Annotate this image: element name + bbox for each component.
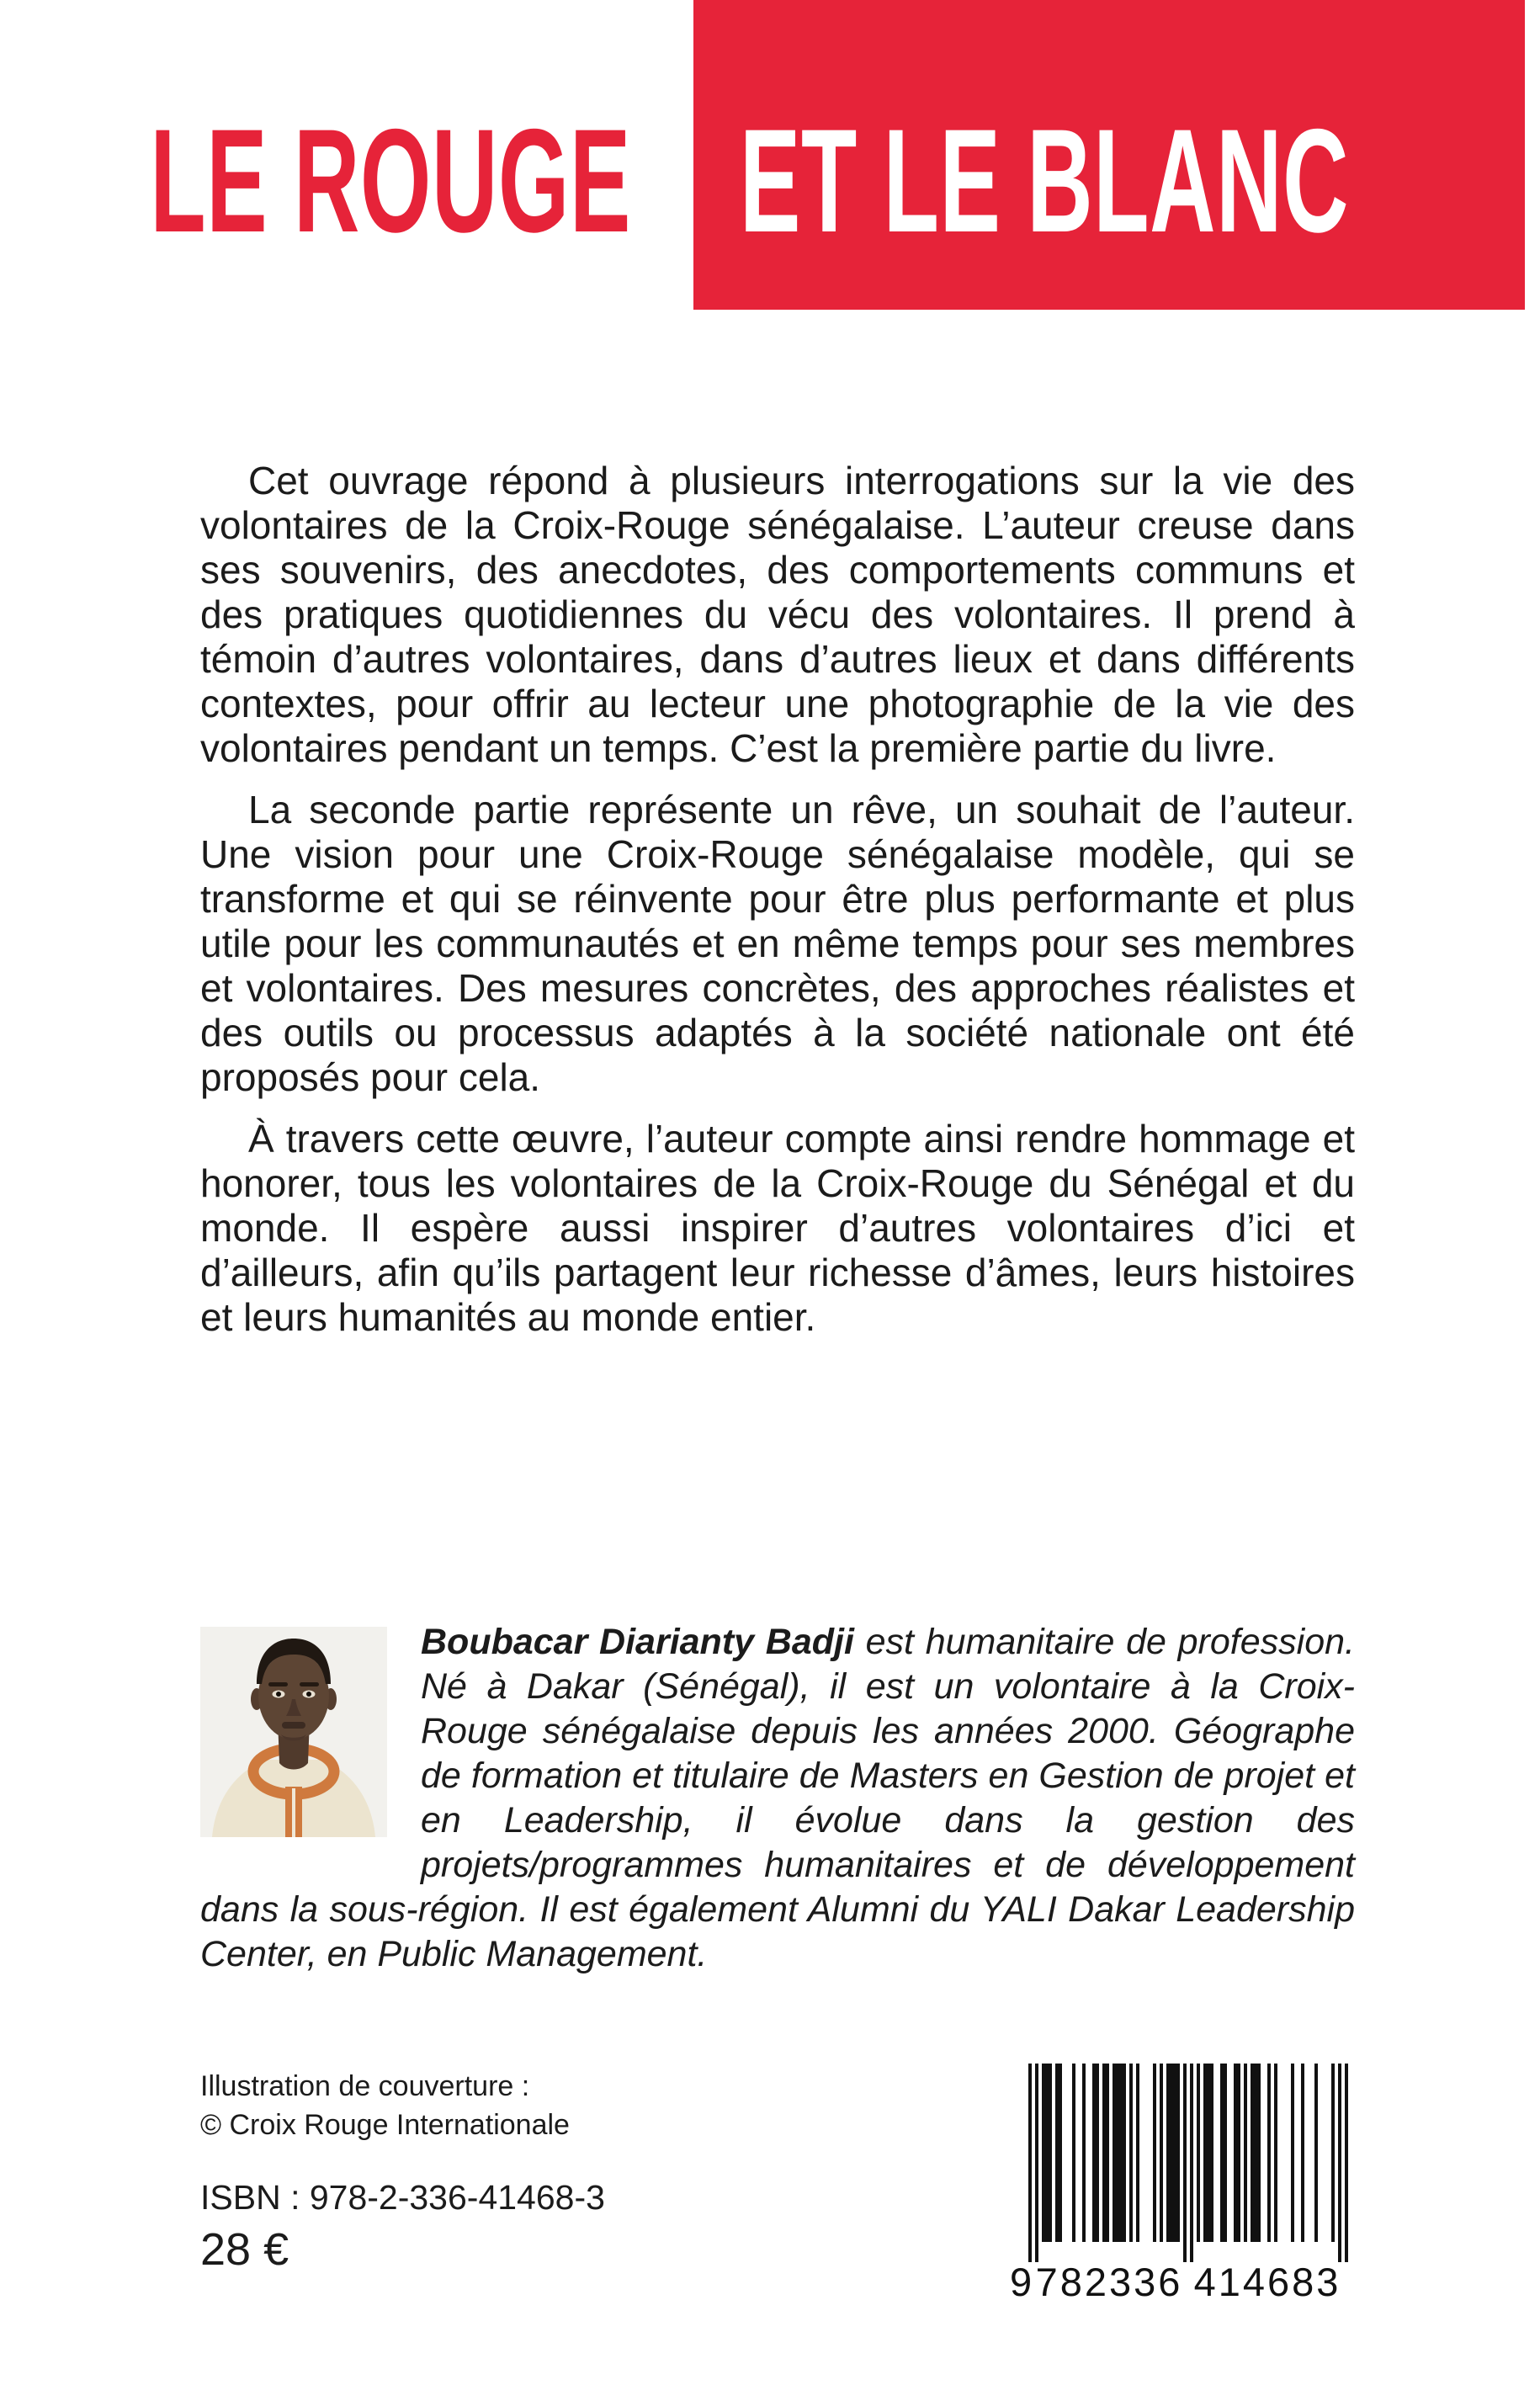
ean13-barcode-image	[1010, 2064, 1355, 2308]
title-le-rouge: LE ROUGE	[150, 99, 631, 263]
author-photo	[200, 1627, 387, 1837]
synopsis-paragraph-1: Cet ouvrage répond à plusieurs interrogations sur la vie des volontaires de la Croix-Rouge sénégalaise. L’auteur creuse dans ses souvenirs, des anecdotes, des comportements communs et des pratiques quotidiennes du vécu des volontaires. Il prend à témoin d’autres volontaires, dans d’autres lieux et dans différents contextes, pour offrir au lecteur une photographie de la vie des volontaires pendant un temps. C’est la première partie du livre.	[200, 459, 1355, 770]
author-section	[200, 1620, 1355, 1977]
svg-text:782336: 782336	[1035, 2260, 1183, 2304]
author-portrait-image	[200, 1627, 387, 1837]
title-et-le-blanc: ET LE BLANC	[740, 99, 1350, 263]
cover-illustration-credit	[200, 2067, 570, 2144]
author-name: Boubacar Diarianty Badji	[421, 1622, 854, 1662]
synopsis	[200, 459, 1355, 1357]
svg-text:414683: 414683	[1193, 2260, 1341, 2304]
synopsis-paragraph-3: À travers cette œuvre, l’auteur compte ainsi rendre hommage et honorer, tous les volontaires de la Croix-Rouge du Sénégal et du monde. Il espère aussi inspirer d’autres volontaires d’ici et d’ailleurs, afin qu’ils partagent leur richesse d’âmes, leurs histoires et leurs humanités au monde entier.	[200, 1117, 1355, 1339]
ean13-barcode	[1010, 2064, 1355, 2308]
isbn-text: ISBN : 978-2-336-41468-3	[200, 2178, 605, 2217]
price-text: 28 €	[200, 2224, 289, 2275]
credit-line-1: Illustration de couverture :	[200, 2070, 530, 2102]
credit-line-2: © Croix Rouge Internationale	[200, 2109, 570, 2141]
synopsis-paragraph-2: La seconde partie représente un rêve, un souhait de l’auteur. Une vision pour une Croix-Rouge sénégalaise modèle, qui se transforme et qui se réinvente pour être plus performante et plus utile pour les communautés et en même temps pour ses membres et volontaires. Des mesures concrètes, des approches réalistes et des outils ou processus adaptés à la société nationale ont été proposés pour cela.	[200, 788, 1355, 1099]
svg-text:9: 9	[1010, 2260, 1033, 2304]
author-bio-text: est humanitaire de profession. Né à Dakar (Sénégal), il est un volontaire à la Croix-Rouge sénégalaise depuis les années 2000. Géographe de formation et titulaire de Masters en Gestion de projet et en Leadership, il évolue dans la gestion des projets/programmes humanitaires et de développement dans la sous-région. Il est également Alumni du YALI Dakar Leadership Center, en Public Management.	[200, 1622, 1355, 1974]
